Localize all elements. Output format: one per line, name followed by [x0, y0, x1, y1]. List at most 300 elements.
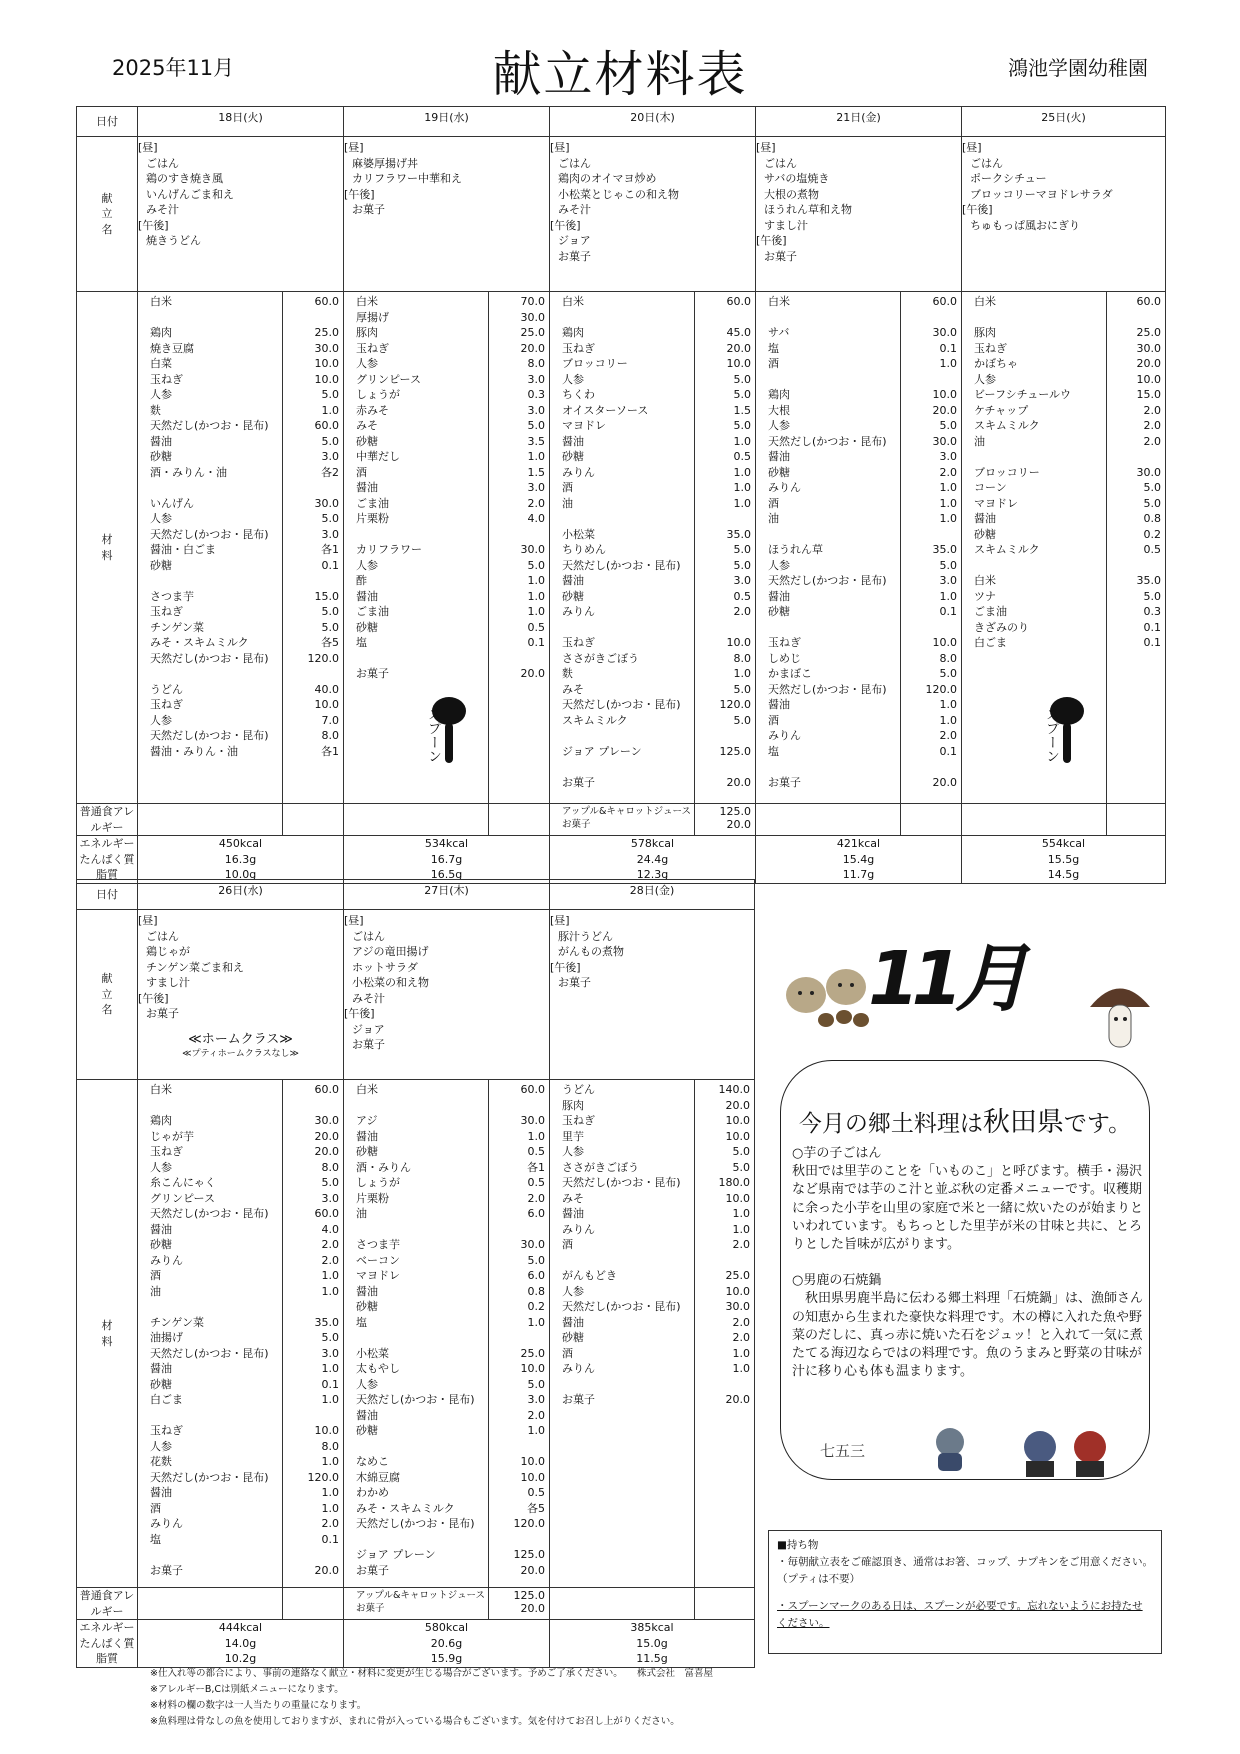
menu-cell: [138, 910, 344, 1080]
ingredient-name: しょうが: [356, 1176, 400, 1189]
nutrition-protein: 15.4g: [842, 852, 875, 866]
ingredient-name: 玉ねぎ: [562, 636, 595, 649]
ingredient-amount: 60.0: [314, 1083, 339, 1096]
ingredient-name: 白ごま: [974, 636, 1007, 649]
ingredient-amount: [695, 511, 751, 527]
ingredient-name: スキムミルク: [974, 543, 1040, 556]
ingredient-amount: [283, 1408, 339, 1424]
ingredient-amount: 0.5: [527, 1486, 545, 1499]
ingredient-amount: 0.1: [527, 636, 545, 649]
ingredient-name: うどん: [150, 682, 183, 696]
ingredient-name: 塩: [356, 1315, 367, 1329]
day-header: 25日(火): [962, 107, 1166, 137]
ingredient-name: 酒・みりん・油: [150, 465, 227, 479]
ingredient-name: 天然だし(かつお・昆布): [150, 527, 269, 541]
nutrition-protein: 16.3g: [224, 852, 257, 866]
ingredient-name: [768, 759, 900, 775]
menu-item: [昼]: [550, 141, 570, 154]
ingredient-amount: 10.0: [932, 636, 957, 649]
ingredient-amount: [695, 1377, 750, 1393]
ingredient-name: 醤油: [562, 1315, 584, 1329]
ingredient-name: 豚肉: [356, 326, 378, 339]
ingredient-amount: 60.0: [314, 419, 339, 432]
ingredient-name: 酒・みりん: [356, 1160, 411, 1174]
ingredient-name: 人参: [562, 372, 584, 386]
ingredient-amount: 1.0: [733, 434, 751, 448]
ingredient-name: スキムミルク: [562, 713, 628, 727]
ingredient-amount: 1.0: [527, 605, 545, 618]
ingredient-amount: 1.0: [732, 1222, 750, 1236]
ingredient-amount: 35.0: [932, 543, 957, 556]
menu-item: お菓子: [558, 976, 591, 989]
ingredient-amount: 5.0: [939, 558, 957, 572]
allergy-names: [344, 1588, 489, 1620]
ingredient-name: マヨドレ: [562, 419, 606, 432]
ingredient-amount: 1.0: [939, 589, 957, 603]
ingredient-name: 白米: [974, 295, 996, 308]
ingredient-amounts: [695, 292, 756, 804]
ingredient-amount: 20.0: [314, 1145, 339, 1158]
ingredient-name: 玉ねぎ: [974, 341, 1007, 355]
ingredient-name: 油: [562, 496, 573, 510]
ingredient-name: 人参: [974, 372, 996, 386]
ingredient-name: 人参: [356, 1377, 378, 1391]
ingredient-amounts: [283, 292, 344, 804]
ingredient-amount: 20.0: [520, 341, 545, 355]
ingredient-amount: 5.0: [732, 1160, 750, 1174]
ingredient-name: [356, 527, 488, 543]
ingredient-amounts: [283, 1080, 344, 1588]
ingredient-name: ささがきごぼう: [562, 1160, 639, 1174]
menu-item: 小松菜の和え物: [352, 976, 429, 989]
ingredient-name: ブロッコリー: [562, 357, 628, 370]
ingredient-name: [562, 310, 694, 326]
menu-item: [午後]: [756, 234, 787, 247]
ingredient-name: 白米: [562, 295, 584, 308]
ingredient-amount: 120.0: [925, 682, 957, 696]
menu-item: ごはん: [146, 156, 179, 170]
ingredient-name: 醤油: [768, 450, 790, 463]
ingredient-amount: 20.0: [726, 341, 751, 355]
nutrition-label-2: エネルギー たんぱく質 脂質: [77, 1620, 138, 1668]
ingredient-name: 鶏肉: [562, 326, 584, 339]
ingredient-name: 豚肉: [562, 1098, 584, 1112]
ingredient-name: 砂糖: [356, 620, 378, 634]
ingredient-amount: 30.0: [520, 1114, 545, 1127]
ingredient-name: ビーフシチュールウ: [974, 388, 1072, 401]
ingredient-name: ささがきごぼう: [562, 651, 639, 665]
ingredient-amount: 1.0: [321, 403, 339, 417]
ingredient-name: 片栗粉: [356, 1191, 389, 1205]
ingredient-name: [150, 1299, 282, 1315]
ingredient-amount: 1.5: [733, 403, 751, 417]
ingredient-amount: 8.0: [527, 357, 545, 370]
ingredient-name: スキムミルク: [974, 419, 1040, 432]
ingredient-amount: 2.0: [1143, 434, 1161, 448]
ingredient-name: ちくわ: [562, 388, 595, 401]
ingredient-name: 太もやし: [356, 1362, 400, 1375]
ingredient-amount: 1.0: [939, 698, 957, 711]
menu-item: [午後]: [962, 203, 993, 216]
ingredient-name: [562, 620, 694, 636]
ingredient-name: 天然だし(かつお・昆布): [150, 651, 269, 665]
ingredient-name: お菓子: [150, 1563, 183, 1577]
ingredient-amount: 5.0: [321, 434, 339, 448]
ingredient-amount: 1.0: [527, 450, 545, 463]
local-cuisine-title: 今月の郷土料理は秋田県です。: [798, 1107, 1132, 1138]
ingredient-name: 砂糖: [150, 1238, 172, 1251]
ingredient-amount: [283, 1098, 339, 1114]
menu-item: ごはん: [146, 929, 179, 943]
ingredient-name: [150, 1547, 282, 1563]
day-header: 28日(金): [550, 880, 755, 910]
ingredient-amount: 0.1: [1143, 636, 1161, 649]
menu-item: [午後]: [344, 187, 375, 201]
nutrition-protein: 24.4g: [636, 852, 669, 866]
day-header: 19日(水): [344, 107, 550, 137]
allergy-amount: 20.0: [520, 1602, 545, 1615]
ingredient-amount: [901, 759, 957, 775]
ingredient-amount: 25.0: [1136, 326, 1161, 339]
allergy-names: [756, 804, 901, 836]
ingredient-name: 白米: [356, 1083, 378, 1096]
ingredient-amount: 10.0: [520, 1455, 545, 1468]
ingredient-amount: 125.0: [719, 744, 751, 758]
ingredient-amount: 1.0: [321, 1501, 339, 1515]
ingredient-name: みりん: [562, 1362, 595, 1375]
ingredient-name: カリフラワー: [356, 543, 422, 556]
ingredient-name: [768, 620, 900, 636]
ingredient-amount: 1.0: [733, 496, 751, 510]
ingredient-name: 砂糖: [150, 558, 172, 572]
ingredient-name: ケチャップ: [974, 403, 1029, 417]
ingredient-amount: 25.0: [314, 326, 339, 339]
allergy-amount: 20.0: [726, 818, 751, 831]
ingredient-name: 玉ねぎ: [356, 341, 389, 355]
menu-item: [昼]: [962, 141, 982, 154]
ingredient-name: 砂糖: [562, 450, 584, 463]
ingredient-name: 醤油: [974, 512, 996, 525]
ingredient-name: [562, 759, 694, 775]
ingredient-name: 厚揚げ: [356, 310, 389, 324]
ingredient-amount: 0.5: [733, 589, 751, 603]
nutrition-cell: [756, 836, 962, 884]
ingredient-amount: 20.0: [1136, 357, 1161, 370]
menu-item: 焼きうどん: [146, 234, 201, 247]
menu-item: チンゲン菜ごま和え: [146, 960, 245, 974]
ingredient-name: 白米: [356, 295, 378, 308]
nutrition-cell: [550, 836, 756, 884]
ingredient-name: みそ・スキムミルク: [356, 1501, 455, 1515]
ingredient-names: [138, 1080, 283, 1588]
menu-item: [昼]: [344, 141, 364, 154]
ingredient-name: チンゲン菜: [150, 1315, 205, 1329]
ingredient-amount: 3.0: [321, 1191, 339, 1205]
ingredient-name: 酒: [768, 713, 779, 727]
allergy-amounts: [901, 804, 962, 836]
ingredient-name: ごま油: [356, 605, 389, 618]
ingredient-name: 木綿豆腐: [356, 1470, 400, 1484]
ingredient-name: なめこ: [356, 1455, 389, 1468]
ingredient-name: 人参: [562, 1145, 584, 1158]
menu-item: お菓子: [352, 203, 385, 216]
ingredient-name: [356, 1222, 488, 1238]
ingredient-amount: 35.0: [1136, 574, 1161, 587]
ingredient-name: 醤油: [356, 589, 378, 603]
week1-table: [76, 106, 1166, 884]
ingredient-amount: 2.0: [939, 465, 957, 479]
ingredient-name: 里芋: [562, 1129, 584, 1143]
menu-item: ブロッコリーマヨドレサラダ: [970, 187, 1113, 201]
ingredient-amount: 25.0: [520, 1346, 545, 1360]
ingredient-amount: 5.0: [527, 1253, 545, 1267]
ingredient-name: 人参: [562, 1284, 584, 1298]
ingredient-name: 砂糖: [356, 1145, 378, 1158]
ingredients-label-2: 材 料: [77, 1080, 138, 1588]
ingredient-amount: [489, 651, 545, 667]
ingredient-amount: 5.0: [321, 620, 339, 634]
spoon-icon: [379, 697, 469, 767]
menu-item: カリフラワー中華和え: [352, 172, 462, 185]
ingredient-amounts: [489, 1080, 550, 1588]
ingredient-amount: [1107, 558, 1161, 574]
ingredient-name: 人参: [356, 357, 378, 370]
ingredient-amount: [901, 310, 957, 326]
ingredient-amount: 20.0: [932, 775, 957, 789]
ingredient-amount: 2.0: [321, 1253, 339, 1267]
ingredient-amount: [695, 310, 751, 326]
ingredient-amount: [283, 573, 339, 589]
ingredient-amount: 5.0: [1143, 481, 1161, 494]
ingredient-names: [550, 292, 695, 804]
ingredient-amount: 20.0: [932, 403, 957, 417]
ingredient-amount: 5.0: [733, 682, 751, 696]
menu-item: [午後]: [550, 218, 581, 232]
ingredient-amount: 4.0: [321, 1222, 339, 1236]
ingredient-amount: 60.0: [314, 295, 339, 308]
ingredient-name: 醤油: [356, 481, 378, 494]
ingredient-name: 赤みそ: [356, 403, 389, 417]
ingredient-amount: 15.0: [314, 589, 339, 603]
ingredient-amount: 2.0: [321, 1238, 339, 1251]
allergy-label: 普通食アレルギー: [77, 804, 138, 836]
allergy-amounts: [283, 1588, 344, 1620]
ingredient-name: ちりめん: [562, 543, 606, 556]
menu-cell: [962, 137, 1166, 292]
menu-item: みそ汁: [352, 991, 385, 1005]
menu-item: ジョア: [352, 1022, 385, 1036]
ingredient-name: [150, 310, 282, 326]
ingredient-amount: 10.0: [520, 1470, 545, 1484]
ingredient-name: 花麩: [150, 1455, 172, 1468]
menu-item: ほうれん草和え物: [764, 203, 852, 216]
nutrition-cell: [138, 836, 344, 884]
spoon-label: スプーン: [1044, 707, 1060, 763]
nutrition-fat: 10.2g: [224, 1652, 257, 1665]
ingredient-amount: 1.0: [733, 465, 751, 479]
menu-item: いんげんごま和え: [146, 187, 234, 201]
ingredient-amount: 40.0: [314, 682, 339, 696]
ingredient-name: 玉ねぎ: [150, 372, 183, 386]
ingredient-name: グリンピース: [150, 1191, 216, 1205]
ingredient-name: サバ: [768, 326, 790, 339]
ingredient-amount: [283, 480, 339, 496]
ingredient-amount: 0.3: [1143, 605, 1161, 618]
allergy-amounts: [695, 1588, 755, 1620]
ingredient-name: ツナ: [974, 589, 996, 603]
ingredient-name: [562, 728, 694, 744]
ingredient-name: 酒: [562, 481, 573, 494]
ingredient-amount: 20.0: [314, 1129, 339, 1143]
ingredient-amount: 3.0: [527, 481, 545, 494]
ingredient-name: 小松菜: [356, 1346, 389, 1360]
ingredient-amount: 125.0: [513, 1548, 545, 1561]
ingredient-amount: 各1: [321, 744, 339, 758]
ingredient-amount: 5.0: [733, 419, 751, 432]
spoon-label: スプーン: [426, 707, 442, 763]
ingredient-name: 油: [768, 512, 779, 525]
ingredient-amount: 30.0: [725, 1300, 750, 1313]
nutrition-fat: 10.0g: [224, 868, 257, 881]
nutrition-fat: 14.5g: [1047, 868, 1080, 881]
bear-icon: [776, 965, 886, 1035]
ingredient-name: 砂糖: [768, 605, 790, 618]
menu-item: [昼]: [756, 141, 776, 154]
ingredient-name: ジョア プレーン: [356, 1548, 436, 1561]
ingredient-name: 白菜: [150, 357, 172, 370]
ingredient-name: 玉ねぎ: [150, 1145, 183, 1158]
ingredient-name: 天然だし(かつお・昆布): [150, 419, 269, 432]
ingredient-amount: 0.1: [939, 341, 957, 355]
ingredient-amount: 5.0: [733, 388, 751, 401]
menu-label-2: 献 立 名: [77, 910, 138, 1080]
ingredient-name: さつま芋: [356, 1238, 400, 1251]
ingredient-name: 酒: [768, 496, 779, 510]
ingredient-amount: 35.0: [726, 527, 751, 541]
ingredient-name: 天然だし(かつお・昆布): [562, 558, 681, 572]
ingredient-name: がんもどき: [562, 1269, 617, 1282]
nutrition-energy: 450kcal: [218, 837, 263, 850]
ingredient-name: 天然だし(かつお・昆布): [150, 1470, 269, 1484]
ingredient-amount: 120.0: [307, 1470, 339, 1484]
ingredient-amount: 各1: [527, 1160, 545, 1174]
ingredient-name: 玉ねぎ: [562, 341, 595, 355]
ingredient-name: みりん: [768, 481, 801, 494]
ingredient-names: [550, 1080, 695, 1588]
allergy-amounts: [489, 804, 550, 836]
ingredient-name: [150, 573, 282, 589]
ingredient-name: 醤油: [768, 698, 790, 711]
ingredient-amount: 8.0: [733, 651, 751, 665]
homeclass-subnote: ≪プティホームクラスなし≫: [182, 1049, 299, 1059]
ingredient-name: 醤油: [768, 589, 790, 603]
ingredient-name: 油: [150, 1284, 161, 1298]
menu-item: [午後]: [344, 1007, 375, 1020]
ingredient-name: ほうれん草: [768, 543, 823, 556]
ingredient-amount: 2.0: [527, 496, 545, 510]
ingredient-name: みりん: [150, 1517, 183, 1530]
nutrition-label: エネルギー たんぱく質 脂質: [77, 836, 138, 884]
ingredient-amount: 10.0: [932, 388, 957, 401]
ingredient-amount: 3.0: [527, 1393, 545, 1406]
ingredient-name: 玉ねぎ: [150, 698, 183, 711]
menu-item: サバの塩焼き: [764, 172, 830, 185]
ingredient-name: 白米: [974, 574, 996, 587]
ingredient-name: 天然だし(かつお・昆布): [768, 434, 887, 448]
ingredient-name: 玉ねぎ: [562, 1114, 595, 1127]
ingredient-amount: 10.0: [726, 636, 751, 649]
ingredient-name: [150, 1408, 282, 1424]
ingredient-name: 醤油: [562, 574, 584, 587]
ingredient-name: お菓子: [768, 775, 801, 789]
ingredient-name: [356, 1330, 488, 1346]
ingredient-name: [356, 1532, 488, 1548]
ingredient-amount: 0.2: [527, 1300, 545, 1313]
ingredient-name: 天然だし(かつお・昆布): [150, 729, 269, 742]
nutrition-fat: 12.3g: [636, 868, 669, 881]
ingredient-name: 天然だし(かつお・昆布): [562, 1176, 681, 1189]
ingredient-amount: 5.0: [527, 419, 545, 432]
ingredient-amount: 3.5: [527, 434, 545, 448]
ingredient-name: かぼちゃ: [974, 357, 1018, 370]
ingredient-name: 酒: [356, 465, 367, 479]
ingredient-name: ジョア プレーン: [562, 744, 642, 758]
ingredient-amount: 3.0: [939, 574, 957, 587]
allergy-amounts: [695, 804, 756, 836]
ingredient-amount: 4.0: [527, 512, 545, 525]
ingredient-name: ブロッコリー: [974, 465, 1040, 479]
ingredient-name: さつま芋: [150, 589, 194, 603]
menu-item: ホットサラダ: [352, 960, 418, 974]
ingredient-amount: 各1: [321, 543, 339, 556]
ingredient-name: [562, 1377, 694, 1393]
ingredient-amount: 2.0: [939, 729, 957, 742]
nutrition-energy: 444kcal: [218, 1621, 263, 1634]
mushroom-icon: [1085, 975, 1155, 1060]
ingredient-amount: 5.0: [733, 543, 751, 556]
menu-cell: [550, 137, 756, 292]
day-header: 26日(水): [138, 880, 344, 910]
ingredient-name: お菓子: [562, 775, 595, 789]
ingredient-amount: 2.0: [732, 1315, 750, 1329]
ingredient-amount: 0.5: [527, 620, 545, 634]
menu-item: ごはん: [970, 156, 1003, 170]
ingredient-name: 砂糖: [356, 1424, 378, 1437]
allergy-names: [962, 804, 1107, 836]
allergy-item: お菓子: [356, 1603, 385, 1614]
ingredient-name: 酒: [150, 1501, 161, 1515]
ingredient-amount: 3.0: [321, 450, 339, 463]
menu-item: みそ汁: [146, 203, 179, 216]
ingredient-name: [768, 372, 900, 388]
ingredient-name: [356, 1439, 488, 1455]
ingredient-name: じゃが芋: [150, 1129, 194, 1143]
ingredient-amount: [901, 527, 957, 543]
ingredient-name: 醤油: [150, 434, 172, 448]
allergy-amounts: [1107, 804, 1166, 836]
nutrition-cell: [344, 1620, 550, 1668]
ingredient-amount: 0.1: [321, 1377, 339, 1391]
ingredient-amount: 2.0: [732, 1238, 750, 1251]
ingredient-name: 醤油: [150, 1486, 172, 1499]
ingredient-amount: 1.0: [732, 1346, 750, 1360]
ingredient-name: 玉ねぎ: [150, 1424, 183, 1437]
ingredient-name: [974, 558, 1106, 574]
ingredient-name: 人参: [356, 558, 378, 572]
ingredient-amount: 0.1: [321, 558, 339, 572]
belongings-box: ■持ち物 ・毎朝献立表をご確認頂き、通常はお箸、コップ、ナプキンをご用意ください。（プティは不要） ・スプーンマークのある日は、スプーンが必要です。忘れないようにお持たせください。: [768, 1530, 1162, 1654]
ingredient-name: 麩: [562, 667, 573, 680]
